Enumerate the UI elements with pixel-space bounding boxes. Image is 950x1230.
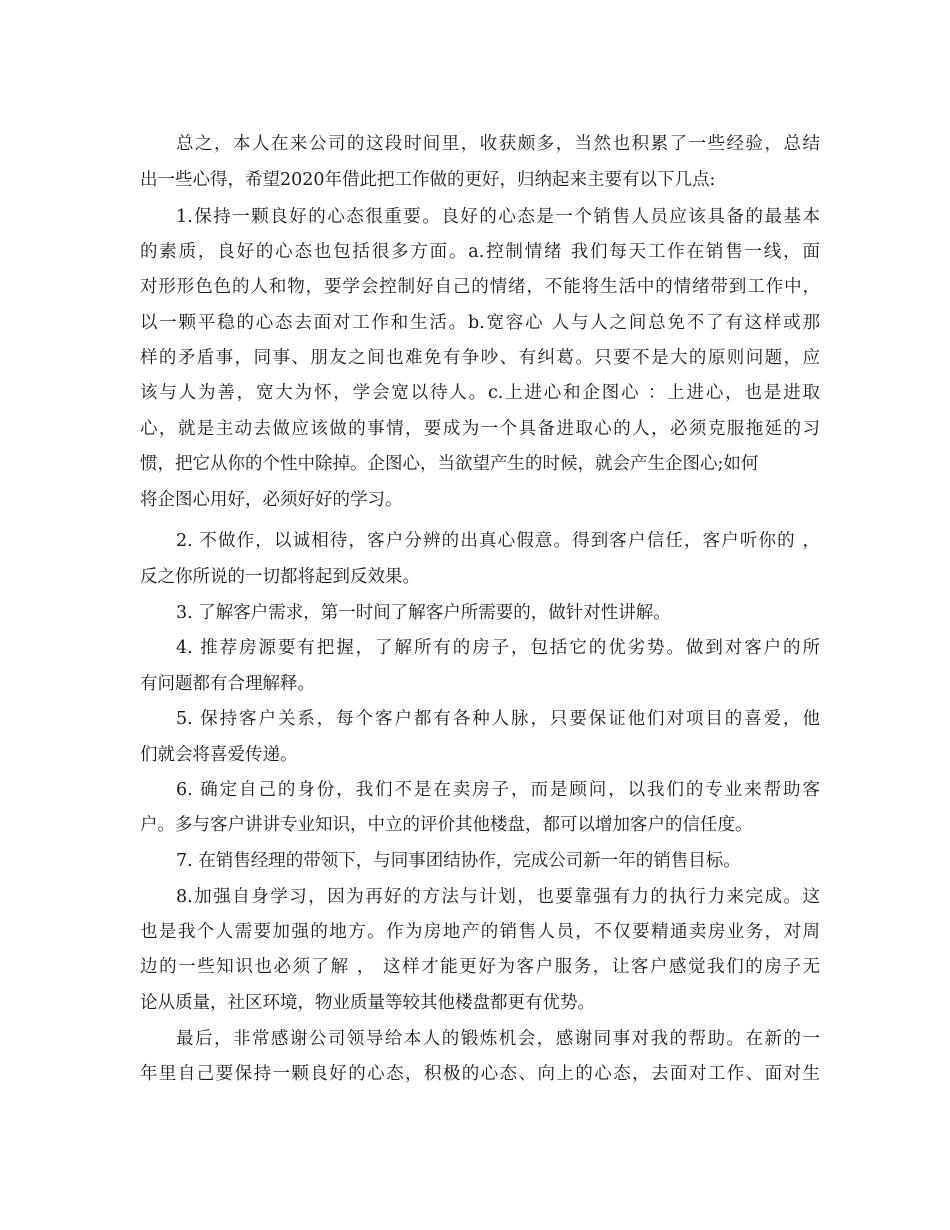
text-line: 惯，把它从你的个性中除掉。企图心，当欲望产生的时候，就会产生企图心;如何: [140, 454, 759, 474]
text-line: 户。多与客户讲讲专业知识，中立的评价其他楼盘，都可以增加客户的信任度。: [140, 815, 753, 835]
text-line: 心，就是主动去做应该做的事情，要成为一个具备进取心的人，必须克服拖延的习: [140, 419, 820, 439]
text-line: 们就会将喜爱传递。: [140, 745, 298, 765]
text-line: 8.加强自身学习，因为再好的方法与计划，也要靠强有力的执行力来完成。这: [176, 887, 820, 907]
text-line: 4. 推荐房源要有把握，了解所有的房子，包括它的优劣势。做到对客户的所: [176, 638, 820, 658]
text-line: 7. 在销售经理的带领下，与同事团结协作，完成公司新一年的销售目标。: [176, 851, 741, 871]
text-line: 论从质量，社区环境，物业质量等较其他楼盘都更有优势。: [140, 993, 595, 1013]
text-line: 有问题都有合理解释。: [140, 674, 315, 694]
text-line: 该与人为善，宽大为怀，学会宽以待人。c.上进心和企图心 ：上进心，也是进取: [140, 383, 820, 403]
text-line: 也是我个人需要加强的地方。作为房地产的销售人员，不仅要精通卖房业务，对周: [140, 922, 820, 942]
text-line: 样的矛盾事，同事、朋友之间也难免有争吵、有纠葛。只要不是大的原则问题，应: [140, 348, 820, 368]
text-line: 以一颗平稳的心态去面对工作和生活。b.宽容心 人与人之间总免不了有这样或那: [140, 313, 820, 333]
text-line: 的素质，良好的心态也包括很多方面。a.控制情绪 我们每天工作在销售一线，面: [140, 242, 820, 262]
text-line: 6. 确定自己的身份，我们不是在卖房子，而是顾问，以我们的专业来帮助客: [176, 780, 820, 800]
text-line: 1.保持一颗良好的心态很重要。良好的心态是一个销售人员应该具备的最基本: [176, 207, 820, 227]
text-line: 出一些心得，希望2020年借此把工作做的更好，归纳起来主要有以下几点:: [140, 170, 716, 190]
text-line: 3. 了解客户需求，第一时间了解客户所需要的，做针对性讲解。: [176, 603, 671, 623]
text-line: 将企图心用好，必须好好的学习。: [140, 490, 403, 510]
text-line: 反之你所说的一切都将起到反效果。: [140, 567, 420, 587]
text-line: 最后，非常感谢公司领导给本人的锻炼机会，感谢同事对我的帮助。在新的一: [176, 1029, 820, 1049]
text-line: 2. 不做作，以诚相待，客户分辨的出真心假意。得到客户信任，客户听你的 ，: [176, 531, 820, 551]
text-line: 总之，本人在来公司的这段时间里，收获颇多，当然也积累了一些经验，总结: [176, 134, 820, 154]
text-line: 5. 保持客户关系，每个客户都有各种人脉，只要保证他们对项目的喜爱，他: [176, 709, 820, 729]
text-line: 年里自己要保持一颗良好的心态，积极的心态、向上的心态，去面对工作、面对生: [140, 1064, 820, 1084]
text-line: 边的一些知识也必须了解 ， 这样才能更好为客户服务，让客户感觉我们的房子无: [140, 957, 820, 977]
text-line: 对形形色色的人和物，要学会控制好自己的情绪，不能将生活中的情绪带到工作中，: [140, 277, 820, 297]
